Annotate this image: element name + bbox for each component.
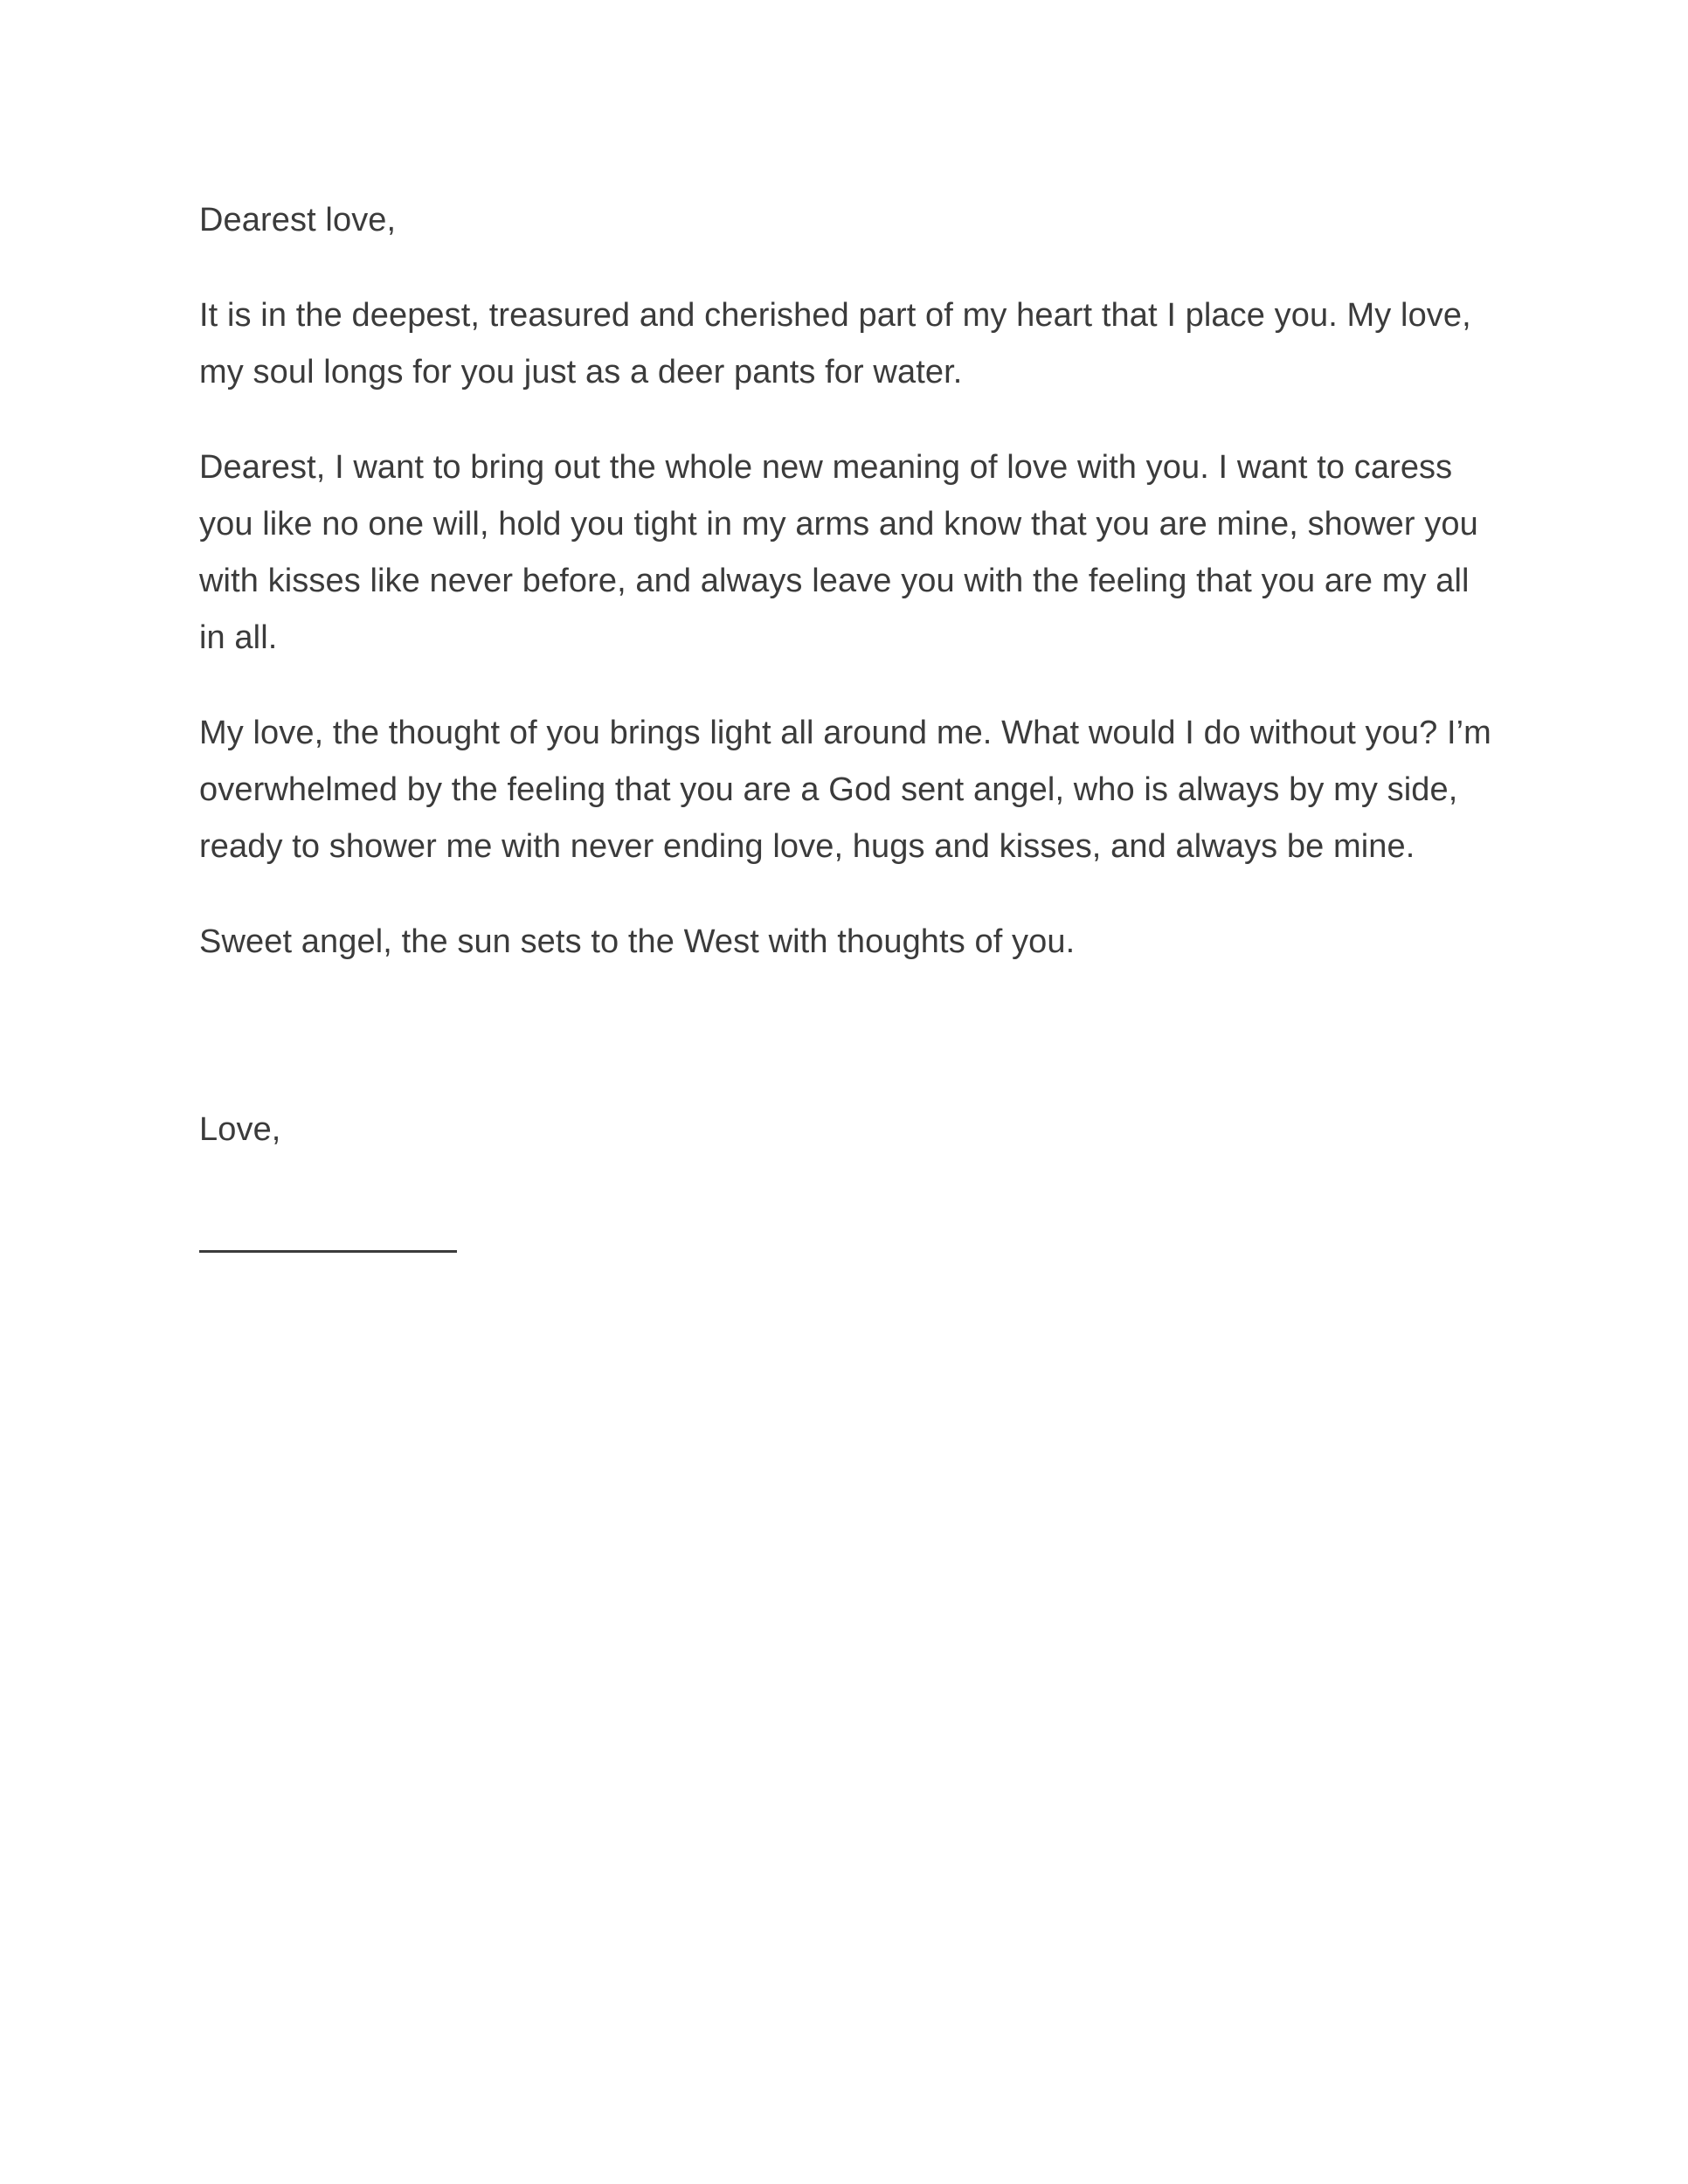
salutation: Dearest love, — [199, 202, 397, 238]
signature-line — [199, 1250, 457, 1253]
paragraph-2: Dearest, I want to bring out the whole new meaning of love with you. I want to caress you like no one will, hold you tight in my arms and know that you are mine, shower you with kisses like never before, and always leave you with the feeling that you are my all in all. — [199, 449, 1478, 656]
paragraph-4: Sweet angel, the sun sets to the West with thoughts of you. — [199, 923, 1076, 960]
paragraph-1: It is in the deepest, treasured and cherished part of my heart that I place you. My love, my soul longs for you just as a deer pants for water. — [199, 297, 1471, 390]
closing: Love, — [199, 1111, 281, 1148]
paragraph-3: My love, the thought of you brings light all around me. What would I do without you? I’m overwhelmed by the feeling that you are a God sent angel, who is always by my side, ready to shower me with never ending love, hugs and kisses, and always be mine. — [199, 715, 1491, 865]
